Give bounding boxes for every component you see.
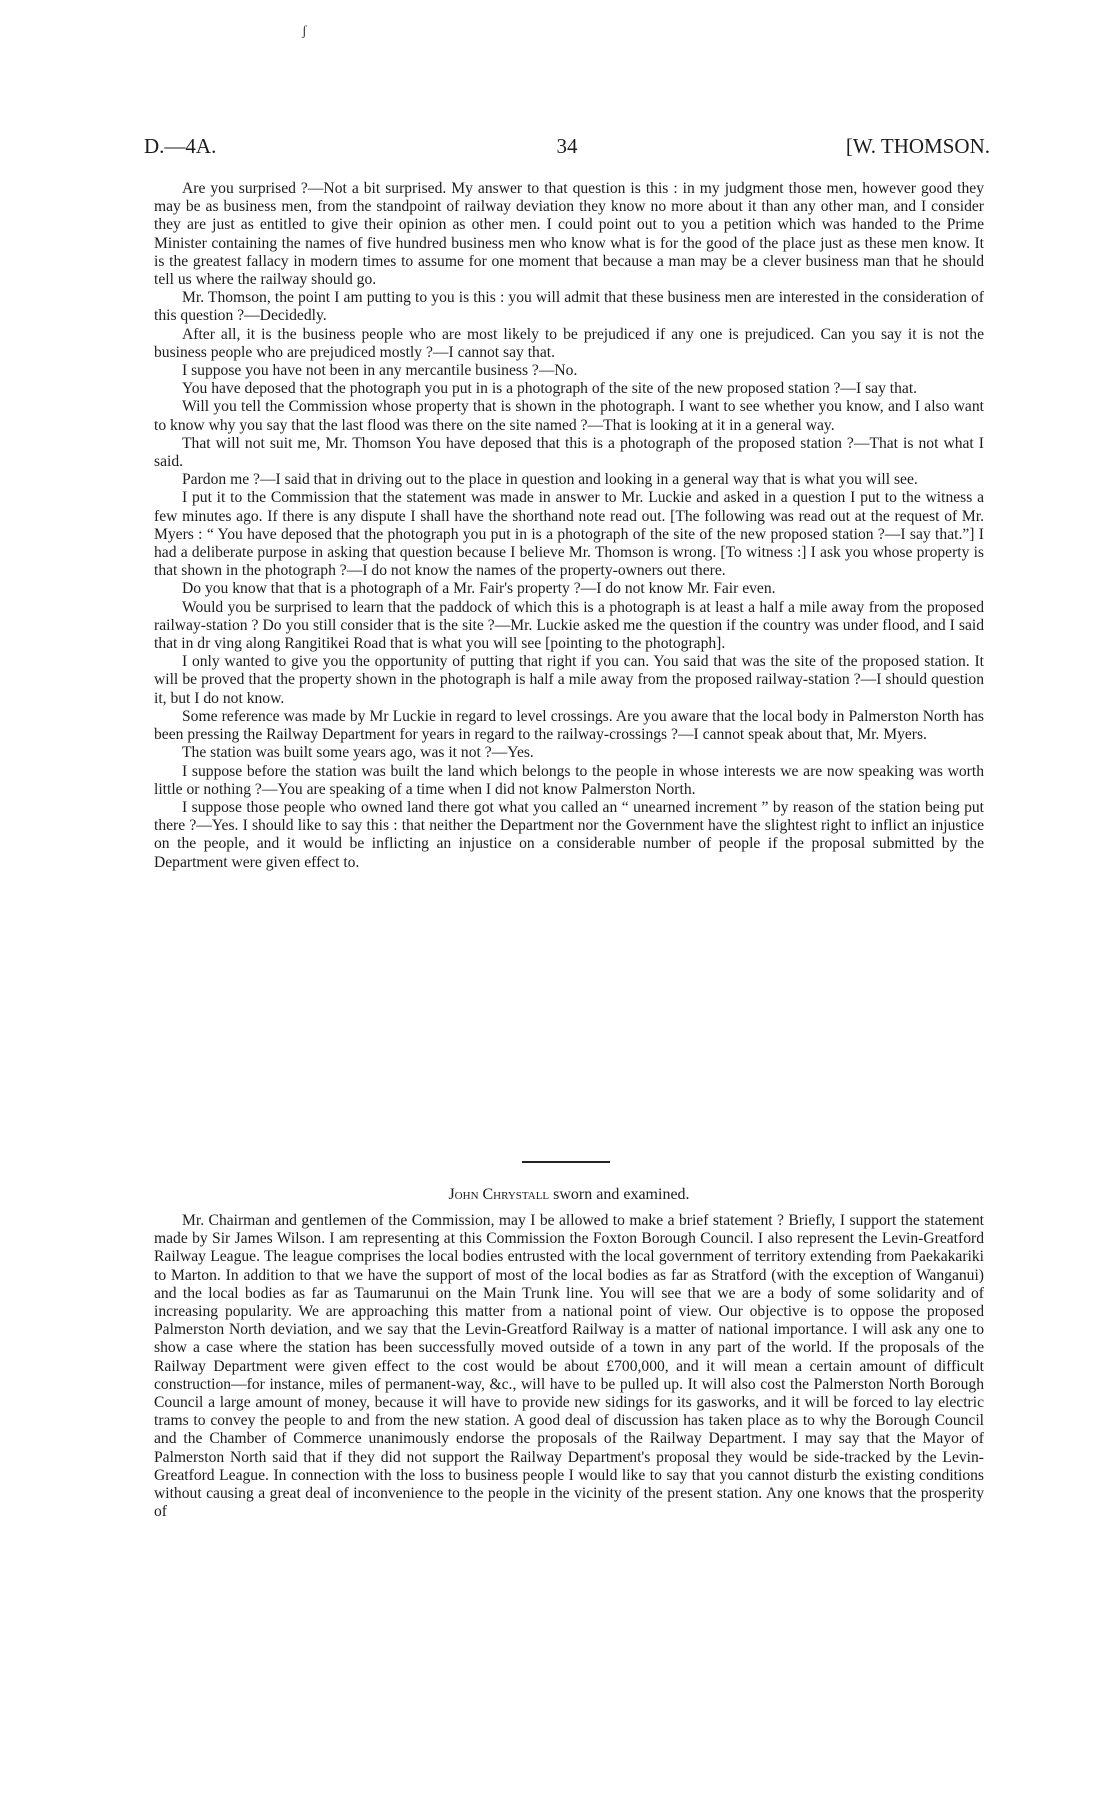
page-number: 34: [556, 134, 578, 158]
paragraph: Pardon me ?—I said that in driving out to the place in question and looking in a general way that is what you will see.: [182, 471, 918, 489]
paragraph: I suppose you have not been in any mercantile business ?—No.: [182, 362, 578, 380]
paragraph: Would you be surprised to learn that the paddock of which this is a photograph is at least a half a mile away from the proposed railway-station ? Do you still consider that is the site ?—Mr. Luckie asked me the question if the country was under flood, and I said that in dr ving along Rangitikei Road that is what you will see [pointing to the photograph].: [154, 598, 984, 653]
witness-statement: [154, 1212, 984, 1521]
witness-heading: [154, 1186, 984, 1204]
paragraph: The station was built some years ago, was it not ?—Yes.: [182, 744, 534, 762]
witness-running-head: [W. THOMSON.: [845, 134, 990, 158]
paragraph: I put it to the Commission that the statement was made in answer to Mr. Luckie and asked in a question I put to the witness a few minutes ago. If there is any dispute I shall have the shorthand note read out. [The following was read out at the request of Mr. Myers : “ You have deposed that the photograph you put in is a photograph of the site of the new proposed station ?—I say that.”] I had a deliberate purpose in asking that question because I believe Mr. Thomson is wrong. [To witness :] I ask you whose property is that shown in the photograph ?—I do not know the names of the property-owners out there.: [154, 489, 984, 580]
paragraph: I suppose before the station was built the land which belongs to the people in whose interests we are now speaking was worth little or nothing ?—You are speaking of a time when I did not know Palmerston North.: [154, 762, 984, 798]
paragraph: You have deposed that the photograph you put in is a photograph of the site of the new proposed station ?—I say that.: [182, 380, 918, 398]
paragraph: Are you surprised ?—Not a bit surprised. My answer to that question is this : in my judgment those men, however good they may be as business men, from the standpoint of railway deviation they know no more about it than any other man, and I consider they are just as entitled to give their opinion as other men. I could point out to you a petition which was handed to the Prime Minister containing the names of five hundred business men who know what is for the good of the place just as these men know. It is the greatest fallacy in modern times to assume for one moment that because a man may be a clever business man that he should tell us where the railway should go.: [154, 180, 984, 289]
section-divider: [522, 1161, 610, 1163]
stray-ink-mark: ʃ: [302, 24, 307, 39]
witness-name: John Chrystall: [448, 1186, 550, 1203]
paragraph: Mr. Thomson, the point I am putting to you is this : you will admit that these business men are interested in the consideration of this question ?—Decidedly.: [154, 289, 984, 325]
paragraph: Will you tell the Commission whose property that is shown in the photograph. I want to see whether you know, and I also want to know why you say that the last flood was there on the site named ?—That is looking at it in a general way.: [154, 398, 984, 434]
page-header: [144, 134, 990, 162]
testimony-continued: [154, 180, 984, 872]
witness-heading-suffix: sworn and examined.: [549, 1186, 690, 1203]
document-reference: D.—4A.: [144, 134, 217, 158]
paragraph: I only wanted to give you the opportunity of putting that right if you can. You said that was the site of the proposed station. It will be proved that the property shown in the photograph is half a mile away from the proposed railway-station ?—I should question it, but I do not know.: [154, 653, 984, 707]
paragraph: After all, it is the business people who are most likely to be prejudiced if any one is prejudiced. Can you say it is not the business people who are prejudiced mostly ?—I cannot say that.: [154, 325, 984, 361]
paragraph: Some reference was made by Mr Luckie in regard to level crossings. Are you aware that the local body in Palmerston North has been pressing the Railway Department for years in regard to the railway-crossings ?—I cannot speak about that, Mr. Myers.: [154, 707, 984, 744]
paragraph: Do you know that that is a photograph of a Mr. Fair's property ?—I do not know Mr. Fair even.: [182, 580, 776, 598]
paragraph: I suppose those people who owned land there got what you called an “ unearned increment ” by reason of the station being put there ?—Yes. I should like to say this : that neither the Department nor the Government have the slightest right to inflict an injustice on the people, and it would be inflicting an injustice on a considerable number of people if the proposal submitted by the Department were given effect to.: [154, 798, 984, 871]
paragraph: That will not suit me, Mr. Thomson You have deposed that this is a photograph of the proposed station ?—That is not what I said.: [154, 434, 984, 471]
paragraph: Mr. Chairman and gentlemen of the Commission, may I be allowed to make a brief statement ? Briefly, I support the statement made by Sir James Wilson. I am representing at this Commission the Foxton Borough Council. I also represent the Levin-Greatford Railway League. The league comprises the local bodies entrusted with the local government of territory extending from Paekakariki to Marton. In addition to that we have the support of most of the local bodies as far as Stratford (with the exception of Wanganui) and the local bodies as far as Taumarunui on the Main Trunk line. You will see that we are a body of some solidarity and of increasing popularity. We are approaching this matter from a national point of view. Our objective is to oppose the proposed Palmerston North deviation, and we say that the Levin-Greatford Railway is a matter of national importance. I will ask any one to show a case where the station has been successfully moved outside of a town in any part of the world. If the proposals of the Railway Department were given effect to the cost would be about £700,000, and it will mean a certain amount of difficult construction—for instance, miles of permanent-way, &c., will have to be pulled up. It will also cost the Palmerston North Borough Council a large amount of money, because it will have to provide new sidings for its gasworks, and it will be forced to lay electric trams to convey the people to and from the new station. A good deal of discussion has taken place as to why the Borough Council and the Chamber of Commerce unanimously endorse the proposals of the Railway Department. I may say that the Mayor of Palmerston North said that if they did not support the Railway Department's proposal they would be side-tracked by the Levin-Greatford League. In connection with the loss to business people I would like to say that you cannot disturb the existing conditions without causing a great deal of inconvenience to the people in the vicinity of the present station. Any one knows that the prosperity of: [154, 1212, 984, 1521]
